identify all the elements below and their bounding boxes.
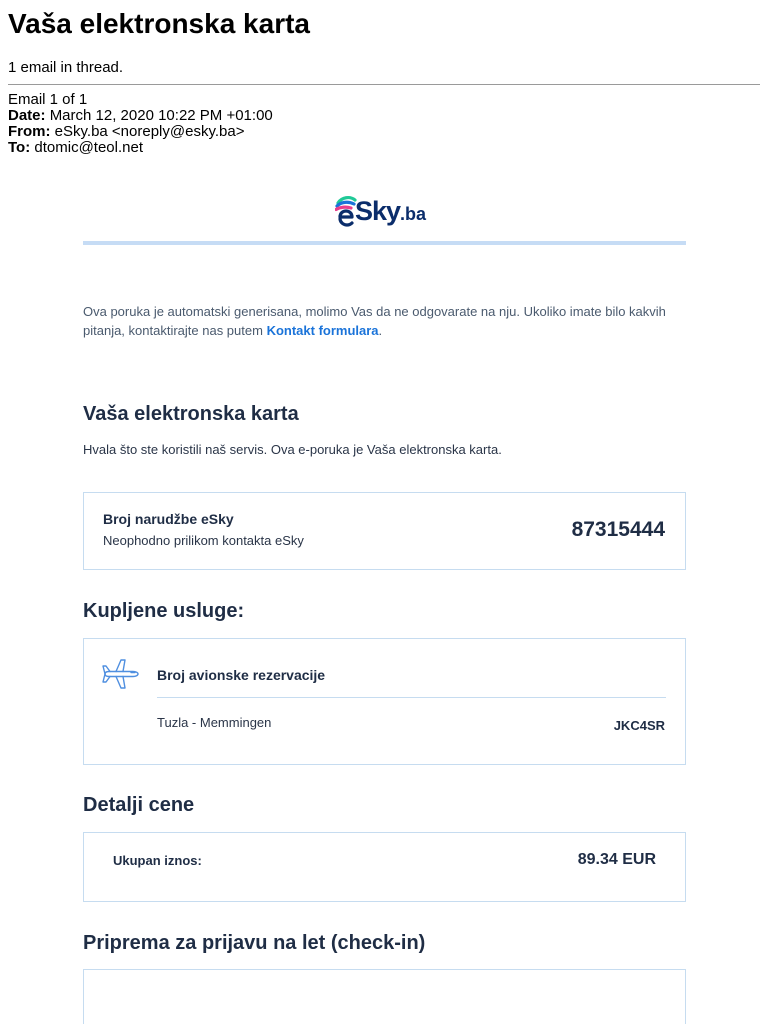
date-label: Date:: [8, 107, 46, 124]
flight-route: Tuzla - Memmingen: [157, 715, 272, 730]
flight-booking-label: Broj avionske rezervacije: [157, 667, 326, 683]
price-card: [83, 832, 686, 902]
ticket-title: Vaša elektronska karta: [83, 403, 299, 425]
checkin-title: Priprema za prijavu na let (check-in): [83, 932, 426, 954]
email-from: [8, 124, 273, 140]
flight-divider: [157, 697, 666, 698]
checkin-card: [83, 969, 686, 1024]
logo-e-icon: [335, 194, 357, 228]
thread-divider: [8, 84, 760, 85]
thread-count: 1 email in thread.: [8, 59, 124, 76]
from-value: eSky.ba <noreply@esky.ba>: [54, 123, 245, 140]
thread-title: Vaša elektronska karta: [8, 8, 310, 39]
to-value: dtomic@teol.net: [34, 139, 144, 156]
header-accent-bar: [83, 241, 686, 245]
email-date: [8, 108, 273, 124]
booking-code: JKC4SR: [613, 718, 665, 733]
esky-logo[interactable]: [335, 190, 426, 226]
services-card: [83, 638, 686, 765]
email-to: [8, 140, 273, 156]
logo-e-mark: [335, 194, 355, 226]
email-index: Email 1 of 1: [8, 91, 88, 108]
logo-tld: .ba: [400, 204, 427, 224]
email-meta: [8, 92, 273, 156]
notice-end: .: [378, 323, 383, 338]
to-label: To:: [8, 139, 31, 156]
date-value: March 12, 2020 10:22 PM +01:00: [49, 107, 273, 124]
from-label: From:: [8, 123, 51, 140]
ticket-intro: Hvala što ste koristili naš servis. Ova e-poruka je Vaša elektronska karta.: [83, 442, 502, 457]
total-value: 89.34 EUR: [577, 851, 656, 868]
price-title: Detalji cene: [83, 794, 195, 816]
contact-form-link[interactable]: Kontakt formulara: [266, 323, 379, 338]
order-card: [83, 492, 686, 570]
total-label: Ukupan iznos:: [113, 853, 202, 868]
order-number: 87315444: [571, 518, 665, 541]
services-title: Kupljene usluge:: [83, 600, 245, 622]
logo-text: Sky: [355, 196, 401, 226]
order-sublabel: Neophodno prilikom kontakta eSky: [103, 533, 304, 548]
notice-text: Ova poruka je automatski generisana, molimo Vas da ne odgovarate na nju. Ukoliko imate bilo kakvih pitanja, kontaktirajte nas putem: [83, 304, 666, 338]
auto-notice: [83, 302, 686, 340]
airplane-icon: [102, 657, 140, 691]
order-label: Broj narudžbe eSky: [103, 511, 234, 527]
